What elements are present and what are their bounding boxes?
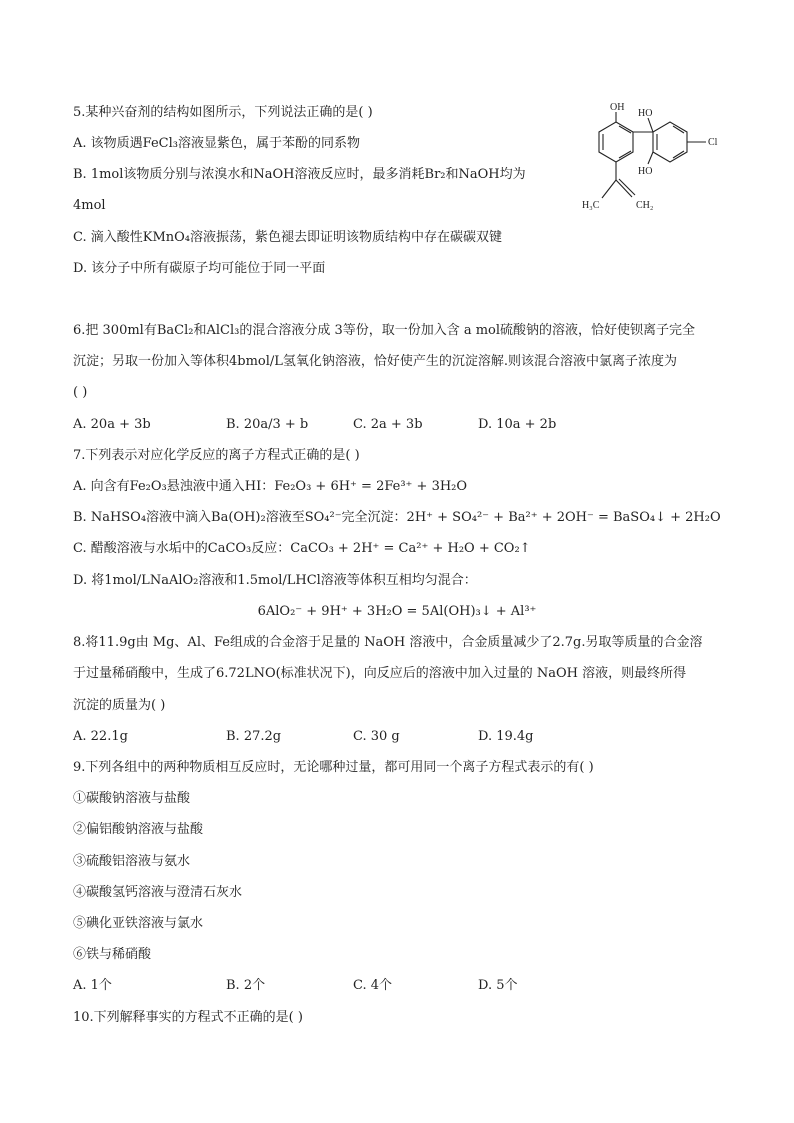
q9-option-d: D. 5个 [478,978,518,993]
q9-item-4: ④碳酸氢钙溶液与澄清石灰水 [73,885,243,900]
q5-option-d: D. 该分子中所有碳原子均可能位于同一平面 [73,261,326,276]
q8-stem-line1: 8.将11.9g由 Mg、Al、Fe组成的合金溶于足量的 NaOH 溶液中，合金质量减少了2.7g.另取等质量的合金溶 [73,635,703,650]
q8-stem-line2: 于过量稀硝酸中，生成了6.72LNO(标准状况下)，向反应后的溶液中加入过量的 NaOH 溶液，则最终所得 [73,666,687,681]
right-benzene-ring [653,122,687,162]
q7-stem: 7.下列表示对应化学反应的离子方程式正确的是( ) [73,448,360,463]
q9-item-6: ⑥铁与稀硝酸 [73,947,152,962]
oh-label: OH [610,102,625,113]
q7-option-d-equation: 6AlO₂⁻ + 9H⁺ + 3H₂O = 5Al(OH)₃↓ + Al³⁺ [257,604,537,619]
q7-option-c: C. 醋酸溶液与水垢中的CaCO₃反应：CaCO₃ + 2H⁺ = Ca²⁺ + H₂O + CO₂↑ [73,541,531,556]
q6-option-d: D. 10a + 2b [478,417,557,432]
q7-option-b: B. NaHSO₄溶液中滴入Ba(OH)₂溶液至SO₄²⁻完全沉淀：2H⁺ + SO₄²⁻ + Ba²⁺ + 2OH⁻ = BaSO₄↓ + 2H₂O [73,510,721,525]
q6-stem-line2: 沉淀；另取一份加入等体积4bmol/L氢氧化钠溶液，恰好使产生的沉淀溶解.则该混合溶液中氯离子浓度为 [73,354,678,369]
q6-option-a: A. 20a + 3b [73,417,151,432]
molecule-structure-diagram [578,100,728,220]
q9-option-b: B. 2个 [226,978,266,993]
q9-option-a: A. 1个 [73,978,112,993]
ho-label-bottom: HO [638,166,653,177]
ho-label-top: HO [638,108,653,119]
q6-option-c: C. 2a + 3b [353,417,423,432]
cl-label: Cl [708,137,718,148]
q6-stem-line3: ( ) [73,385,88,400]
q9-item-3: ③硫酸铝溶液与氨水 [73,854,191,869]
q9-item-5: ⑤碘化亚铁溶液与氯水 [73,916,204,931]
q6-stem-line1: 6.把 300ml有BaCl₂和AlCl₃的混合溶液分成 3等份，取一份加入含 a mol硫酸钠的溶液，恰好使钡离子完全 [73,323,696,338]
q5-option-b-line1: B. 1mol该物质分别与浓溴水和NaOH溶液反应时，最多消耗Br₂和NaOH均为 [73,167,526,182]
q8-option-d: D. 19.4g [478,729,534,744]
q9-item-1: ①碳酸钠溶液与盐酸 [73,791,191,806]
ch3-label: H₃C [582,200,600,211]
q9-option-c: C. 4个 [353,978,393,993]
q8-stem-line3: 沉淀的质量为( ) [73,698,166,713]
q8-option-a: A. 22.1g [73,729,128,744]
left-benzene-ring [599,122,633,162]
q5-option-b-line2: 4mol [73,198,106,213]
q8-option-b: B. 27.2g [226,729,282,744]
q5-stem: 5.某种兴奋剂的结构如图所示，下列说法正确的是( ) [73,105,373,120]
q5-option-c: C. 滴入酸性KMnO₄溶液振荡，紫色褪去即证明该物质结构中存在碳碳双键 [73,230,503,245]
q5-option-a: A. 该物质遇FeCl₃溶液显紫色，属于苯酚的同系物 [73,136,360,151]
q7-option-d: D. 将1mol/LNaAlO₂溶液和1.5mol/LHCl溶液等体积互相均匀混合： [73,573,477,588]
ch2-label: CH₂ [636,200,654,211]
q8-option-c: C. 30 g [353,729,400,744]
q10-stem: 10.下列解释事实的方程式不正确的是( ) [73,1010,303,1025]
q6-option-b: B. 20a/3 + b [226,417,309,432]
q9-stem: 9.下列各组中的两种物质相互反应时，无论哪种过量，都可用同一个离子方程式表示的有( ) [73,760,594,775]
q9-item-2: ②偏铝酸钠溶液与盐酸 [73,822,204,837]
q7-option-a: A. 向含有Fe₂O₃悬浊液中通入HI：Fe₂O₃ + 6H⁺ = 2Fe³⁺ + 3H₂O [73,479,468,494]
